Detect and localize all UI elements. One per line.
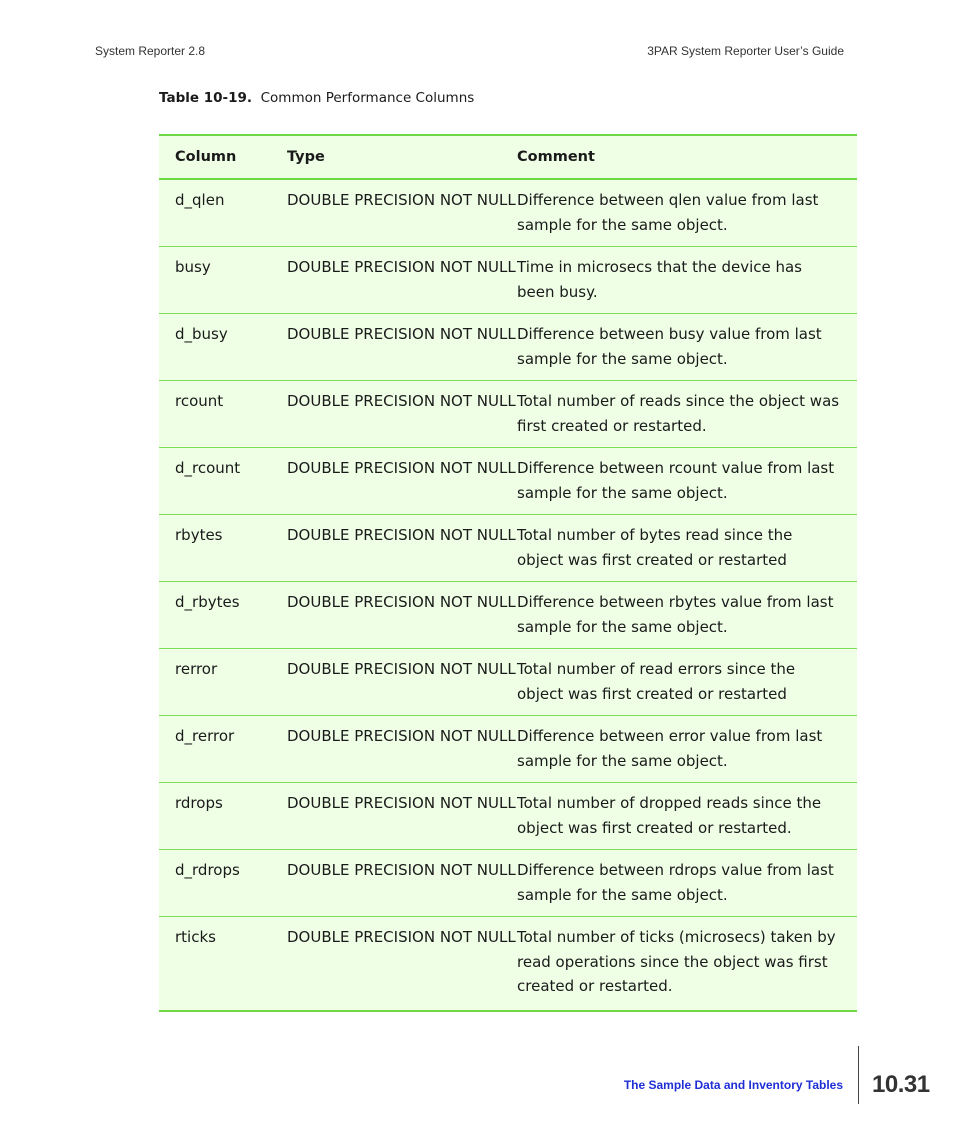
running-header-right: 3PAR System Reporter User’s Guide — [647, 44, 844, 58]
column-header-type: Type — [287, 135, 517, 179]
cell-type: DOUBLE PRECISION NOT NULL — [287, 649, 517, 716]
cell-comment: Total number of ticks (microsecs) taken by read operations since the object was first created or restarted. — [517, 928, 836, 995]
cell-column: rticks — [175, 928, 216, 946]
cell-column: d_rbytes — [159, 582, 287, 649]
table-row — [159, 783, 857, 850]
table-row — [159, 247, 857, 314]
cell-type: DOUBLE PRECISION NOT NULL — [287, 448, 517, 515]
table-row — [159, 314, 857, 381]
table-row — [159, 381, 857, 448]
cell-column: rdrops — [159, 783, 287, 850]
cell-comment: Difference between rbytes value from last sample for the same object. — [517, 582, 857, 649]
cell-comment: Difference between qlen value from last sample for the same object. — [517, 179, 857, 247]
cell-type: DOUBLE PRECISION NOT NULL — [287, 314, 517, 381]
cell-type: DOUBLE PRECISION NOT NULL — [287, 850, 517, 917]
cell-comment: Difference between error value from last sample for the same object. — [517, 716, 857, 783]
cell-column: d_qlen — [159, 179, 287, 247]
table-row — [159, 179, 857, 247]
cell-column: d_rerror — [159, 716, 287, 783]
cell-column: busy — [159, 247, 287, 314]
cell-type: DOUBLE PRECISION NOT NULL — [287, 381, 517, 448]
footer-section-title: The Sample Data and Inventory Tables — [623, 1078, 843, 1092]
table-caption-title: Common Performance Columns — [260, 90, 475, 106]
cell-comment: Total number of dropped reads since the object was first created or restarted. — [517, 783, 857, 850]
table-caption — [159, 90, 474, 106]
cell-column: rerror — [159, 649, 287, 716]
cell-type: DOUBLE PRECISION NOT NULL — [287, 515, 517, 582]
cell-column: d_rdrops — [159, 850, 287, 917]
table-row — [159, 582, 857, 649]
page-number: 10.31 — [872, 1071, 930, 1098]
cell-column: rbytes — [159, 515, 287, 582]
cell-type: DOUBLE PRECISION NOT NULL — [287, 716, 517, 783]
cell-comment: Difference between rdrops value from last sample for the same object. — [517, 850, 857, 917]
table-row — [159, 917, 857, 1011]
table-row — [159, 515, 857, 582]
cell-type: DOUBLE PRECISION NOT NULL — [287, 783, 517, 850]
column-header-comment: Comment — [517, 135, 857, 179]
cell-type: DOUBLE PRECISION NOT NULL — [287, 582, 517, 649]
table-row — [159, 448, 857, 515]
table-header-row — [159, 135, 857, 179]
cell-comment: Total number of reads since the object was first created or restarted. — [517, 381, 857, 448]
cell-comment: Difference between busy value from last sample for the same object. — [517, 314, 857, 381]
footer-divider — [858, 1046, 859, 1104]
cell-type: DOUBLE PRECISION NOT NULL — [287, 928, 516, 946]
performance-columns-table — [159, 134, 857, 1012]
cell-comment: Difference between rcount value from last sample for the same object. — [517, 448, 857, 515]
cell-comment: Time in microsecs that the device has been busy. — [517, 247, 857, 314]
table-row — [159, 649, 857, 716]
cell-column: rcount — [159, 381, 287, 448]
table-row — [159, 716, 857, 783]
running-header-left: System Reporter 2.8 — [95, 44, 206, 58]
cell-column: d_busy — [159, 314, 287, 381]
column-header-column: Column — [159, 135, 287, 179]
cell-comment: Total number of read errors since the object was first created or restarted — [517, 649, 857, 716]
cell-type: DOUBLE PRECISION NOT NULL — [287, 247, 517, 314]
table-row — [159, 850, 857, 917]
cell-comment: Total number of bytes read since the object was first created or restarted — [517, 515, 857, 582]
cell-type: DOUBLE PRECISION NOT NULL — [287, 179, 517, 247]
cell-column: d_rcount — [159, 448, 287, 515]
table-caption-number: Table 10-19. — [159, 90, 253, 106]
